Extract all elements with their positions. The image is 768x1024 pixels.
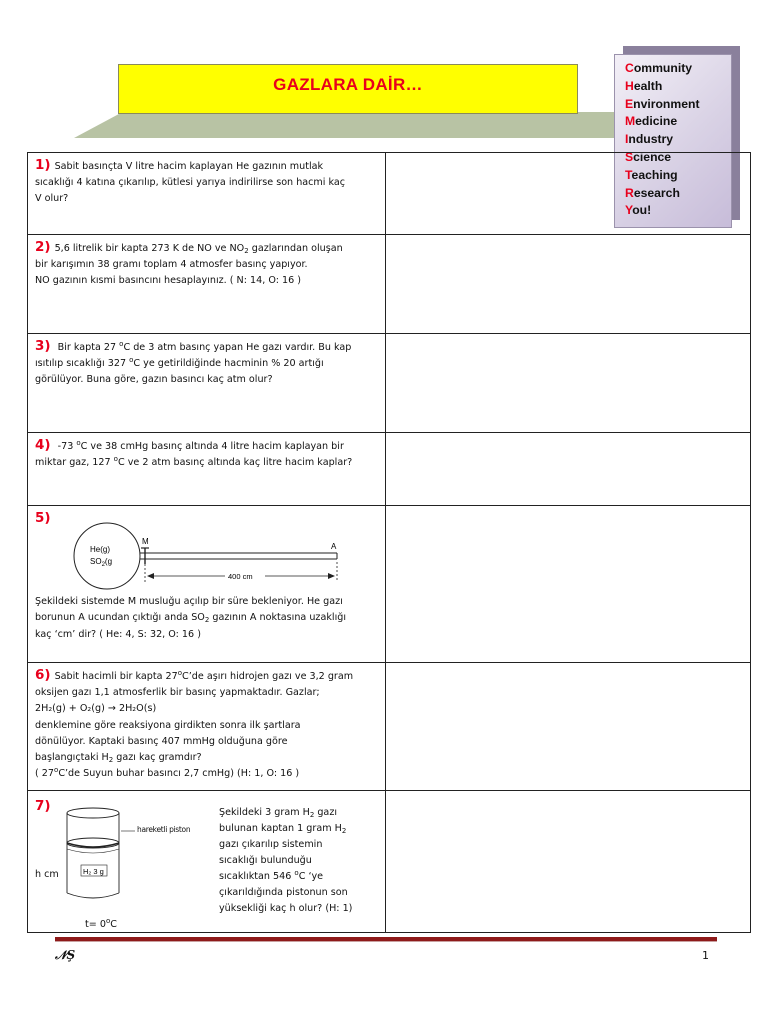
point-a-label: A (331, 542, 337, 552)
question-text: borunun A ucundan çıktığı anda SO (35, 612, 205, 624)
question-row (28, 334, 751, 433)
page-title: GAZLARA DAİR… (273, 75, 423, 94)
banner-shadow (74, 112, 614, 138)
question-text: başlangıçtaki H (35, 752, 109, 764)
question-cell (28, 791, 386, 933)
question-number: 6) (35, 667, 51, 683)
question-number: 4) (35, 437, 51, 453)
question-row (28, 235, 751, 334)
height-label: h cm (35, 869, 59, 880)
question-text: Şekildeki sistemde M musluğu açılıp bir süre bekleniyor. He gazı (35, 596, 343, 608)
acrostic-line: Teaching (625, 167, 678, 182)
question-text: denklemine göre reaksiyona girdikten sonra ilk şartlara (35, 719, 301, 731)
question-text: ısıtılıp sıcaklığı 327 (35, 358, 130, 370)
question-row (28, 663, 751, 791)
question-text: kaç ‘cm’ dir? ( He: 4, S: 32, O: 16 ) (35, 628, 201, 640)
acrostic-line: Health (625, 78, 663, 93)
question-number: 2) (35, 239, 51, 255)
question-text: Sabit hacimli bir kapta 27 (54, 671, 178, 682)
answer-cell[interactable] (386, 334, 751, 433)
question-cell: 4) -73 $^o$C ve 38 cmHg basınç altında 4 litre hacim kaplayan bir miktar gaz, 127 $^o$C ve 2 atm basınç altında kaç litre hacim kaplar? (28, 433, 386, 506)
question-text: miktar gaz, 127 (35, 457, 114, 469)
gas-tube-diagram (65, 522, 345, 590)
distance-label: 400 cm (228, 572, 253, 582)
piston-cylinder-diagram (65, 805, 215, 915)
author-signature: 𝒩Ş (55, 948, 76, 962)
question-cell: 6) Sabit hacimli bir kapta 27$^o$C’de aşırı hidrojen gazı ve 3,2 gram oksijen gazı 1,1 atmosferlik bir basınç yapmaktadır. Gazlar; 2H₂(g) + O₂(g) → 2H₂O(s) denklemine göre reaksiyona girdikten sonra ilk şartlara dönülüyor. Kaptaki basınç 407 mmHg olduğuna göre başlangıçtaki $H_2$ gazı kaç gramdır? ( 27$^o$C’de Suyun buhar basıncı 2,7 cmHg) (H: 1, O: 16 ) (28, 663, 386, 791)
gas-amount-label: H₂ 3 g (83, 867, 104, 876)
gas-label-so2: $SO_2(g$ (90, 557, 113, 569)
question-text: Bir kapta 27 (54, 342, 120, 353)
page-number: 1 (702, 949, 709, 962)
question-cell (28, 153, 386, 235)
acrostic-line: Science (625, 149, 672, 164)
question-row (28, 506, 751, 663)
acrostic-line: Research (625, 185, 680, 200)
question-text: ( 27 (35, 768, 55, 780)
question-text: NO gazının kısmi basıncını hesaplayınız. ( N: 14, O: 16 ) (35, 275, 301, 287)
gas-label-he: He(g) (90, 545, 111, 555)
question-number: 7) (35, 798, 51, 814)
question-text: Şekildeki 3 gram $H_2$ gazı bulunan kaptan 1 gram $H_2$ gazı çıkarılıp sistemin sıcaklığı bulunduğu sıcaklıktan 546 $^o$C ‘ye çıkarıldığında pistonun son yüksekliği kaç h olur? (H: 1) (219, 807, 353, 914)
acrostic-line: Industry (625, 132, 674, 147)
acrostic-line: You! (625, 203, 652, 218)
question-text: 5,6 litrelik bir kapta 273 K de NO ve NO (54, 243, 245, 254)
question-text: sıcaklığı 4 katına çıkarılıp, kütlesi yarıya indirilirse son hacmi kaç (35, 177, 346, 189)
question-table (27, 152, 751, 933)
question-cell: 2) 5,6 litrelik bir kapta 273 K de NO ve $NO_2$ gazlarından oluşan bir karışımın 38 gramı toplam 4 atmosfer basınç yapıyor. NO gazının kısmi basıncını hesaplayınız. ( N: 14, O: 16 ) (28, 235, 386, 334)
question-cell: 3) Bir kapta 27 $^o$C de 3 atm basınç yapan He gazı vardır. Bu kap ısıtılıp sıcaklığı 327 $^o$C ye getirildiğinde hacminin % 20 artığı görülüyor. Buna göre, gazın basıncı kaç atm olur? (28, 334, 386, 433)
acrostic-line: Medicine (625, 114, 678, 129)
acrostic-line: Environment (625, 96, 700, 111)
answer-cell[interactable] (386, 235, 751, 334)
point-m-label: M (142, 537, 149, 547)
question-text: oksijen gazı 1,1 atmosferlik bir basınç yapmaktadır. Gazlar; (35, 687, 320, 699)
footer-rule (55, 937, 717, 942)
reaction-equation: 2H₂(g) + O₂(g) → 2H₂O(s) (35, 703, 157, 715)
question-text: bir karışımın 38 gramı toplam 4 atmosfer basınç yapıyor. (35, 259, 308, 271)
question-number: 3) (35, 338, 51, 354)
question-number: 5) (35, 510, 51, 526)
question-text: -73 (54, 441, 77, 452)
question-number: 1) (35, 157, 51, 173)
question-cell: 5) He(g) $SO_2(g$ M A 400 cm Şekildeki sistemde M musluğu açılıp bir süre bekleniyor. He gazı borunun A ucundan çıktığı anda $SO_2$ gazının A noktasına uzaklığı kaç ‘cm’ dir? ( He: 4, S: 32, O: 16 ) (28, 506, 386, 663)
acrostic-line: Community (625, 61, 693, 75)
question-row (28, 791, 751, 933)
question-text: dönülüyor. Kaptaki basınç 407 mmHg olduğuna göre (35, 735, 288, 747)
piston-label: hareketli piston (137, 825, 191, 834)
question-text: V olur? (35, 193, 69, 205)
title-banner (118, 64, 578, 114)
answer-cell[interactable] (386, 791, 751, 933)
question-row (28, 433, 751, 506)
question-text: görülüyor. Buna göre, gazın basıncı kaç atm olur? (35, 374, 273, 386)
answer-cell[interactable] (386, 663, 751, 791)
answer-cell[interactable] (386, 153, 751, 235)
question-text: Sabit basınçta V litre hacim kaplayan He gazının mutlak (54, 161, 324, 172)
answer-cell[interactable] (386, 506, 751, 663)
question-row (28, 153, 751, 235)
answer-cell[interactable] (386, 433, 751, 506)
temperature-label: $t= 0^oC$ (85, 917, 117, 930)
